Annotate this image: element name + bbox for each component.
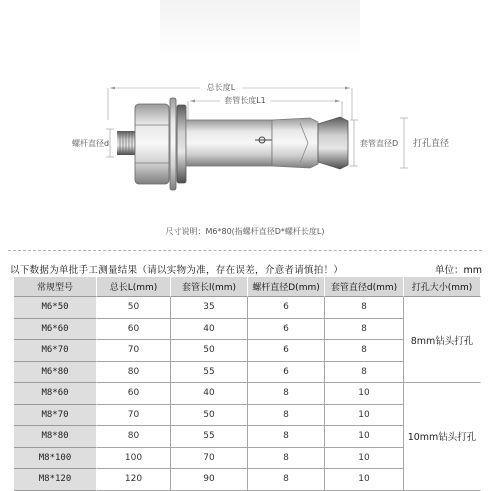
cell-model: M6*60 <box>14 319 97 341</box>
cell-sleeve-diameter: 10 <box>325 469 404 491</box>
header-rod-diameter: 螺杆直径D(mm) <box>248 277 325 297</box>
cell-sleeve-length: 90 <box>171 469 248 491</box>
sleeve-diameter-label: 套管直径D <box>360 139 399 148</box>
cell-rod-diameter: 8 <box>248 426 325 448</box>
cell-total-length: 80 <box>97 426 171 448</box>
spec-note: 尺寸说明：M6*80(指螺杆直径D*螺杆长度L) <box>165 227 325 236</box>
cell-total-length: 50 <box>97 297 171 319</box>
cell-rod-diameter: 8 <box>248 405 325 427</box>
cell-drill-size: 10mm钻头打孔 <box>404 383 481 491</box>
cell-model: M8*100 <box>14 448 97 470</box>
cell-sleeve-length: 40 <box>171 319 248 341</box>
cell-model: M8*120 <box>14 469 97 491</box>
drill-diameter-label: 打孔直径 <box>413 139 450 149</box>
cell-sleeve-length: 35 <box>171 297 248 319</box>
cell-rod-diameter: 8 <box>248 383 325 405</box>
header-total-length: 总长L(mm) <box>97 277 171 297</box>
header-sleeve-length: 套管长l(mm) <box>171 277 248 297</box>
cell-model: M8*70 <box>14 405 97 427</box>
expansion-sleeve <box>186 118 318 168</box>
table-row <box>14 297 481 319</box>
cell-total-length: 70 <box>97 405 171 427</box>
cell-sleeve-length: 55 <box>171 362 248 384</box>
table-header-row <box>14 277 481 297</box>
header-drill-size: 打孔大小(mm) <box>404 277 481 297</box>
cell-sleeve-diameter: 10 <box>325 426 404 448</box>
sleeve-length-label: 套管长度L1 <box>224 96 266 105</box>
cell-sleeve-diameter: 8 <box>325 319 404 341</box>
cell-total-length: 60 <box>97 319 171 341</box>
cell-sleeve-diameter: 10 <box>325 405 404 427</box>
cell-rod-diameter: 8 <box>248 448 325 470</box>
cell-sleeve-diameter: 10 <box>325 383 404 405</box>
cell-model: M8*80 <box>14 426 97 448</box>
cell-total-length: 80 <box>97 362 171 384</box>
cell-sleeve-diameter: 8 <box>325 340 404 362</box>
cell-sleeve-length: 55 <box>171 426 248 448</box>
sleeve-length-dimension <box>188 95 342 122</box>
total-length-label: 总长度L <box>206 83 236 92</box>
cell-total-length: 70 <box>97 340 171 362</box>
table-row <box>14 383 481 405</box>
cell-total-length: 100 <box>97 448 171 470</box>
cell-sleeve-diameter: 8 <box>325 297 404 319</box>
cell-sleeve-diameter: 8 <box>325 362 404 384</box>
cell-model: M6*80 <box>14 362 97 384</box>
cell-sleeve-length: 50 <box>171 340 248 362</box>
notice-row <box>10 262 482 276</box>
washers <box>170 98 186 190</box>
header-model: 常规型号 <box>14 277 97 297</box>
cell-model: M6*70 <box>14 340 97 362</box>
cell-rod-diameter: 8 <box>248 469 325 491</box>
cell-rod-diameter: 6 <box>248 340 325 362</box>
cell-sleeve-length: 70 <box>171 448 248 470</box>
rod-diameter-dimension <box>72 129 114 157</box>
drill-diameter-dimension <box>400 118 449 168</box>
cell-rod-diameter: 6 <box>248 362 325 384</box>
measurement-notice: 以下数据为单批手工测量结果（请以实物为准，存在误差，介意者请慎拍！） <box>10 265 344 276</box>
cell-drill-size: 8mm钻头打孔 <box>404 297 481 383</box>
cell-sleeve-length: 40 <box>171 383 248 405</box>
section-divider <box>8 250 482 251</box>
cell-sleeve-length: 50 <box>171 405 248 427</box>
cell-total-length: 60 <box>97 383 171 405</box>
expansion-cone <box>318 117 348 169</box>
rod-diameter-label: 螺杆直径d <box>72 139 110 148</box>
header-sleeve-diameter: 套管直径d(mm) <box>325 277 404 297</box>
cell-model: M8*60 <box>14 383 97 405</box>
spec-table <box>14 277 481 491</box>
sleeve-diameter-dimension <box>350 120 398 166</box>
cell-rod-diameter: 6 <box>248 297 325 319</box>
cell-sleeve-diameter: 10 <box>325 448 404 470</box>
cell-rod-diameter: 6 <box>248 319 325 341</box>
hex-nut <box>135 104 169 184</box>
cell-total-length: 120 <box>97 469 171 491</box>
unit-label: 单位：mm <box>434 265 482 276</box>
cell-model: M6*50 <box>14 297 97 319</box>
